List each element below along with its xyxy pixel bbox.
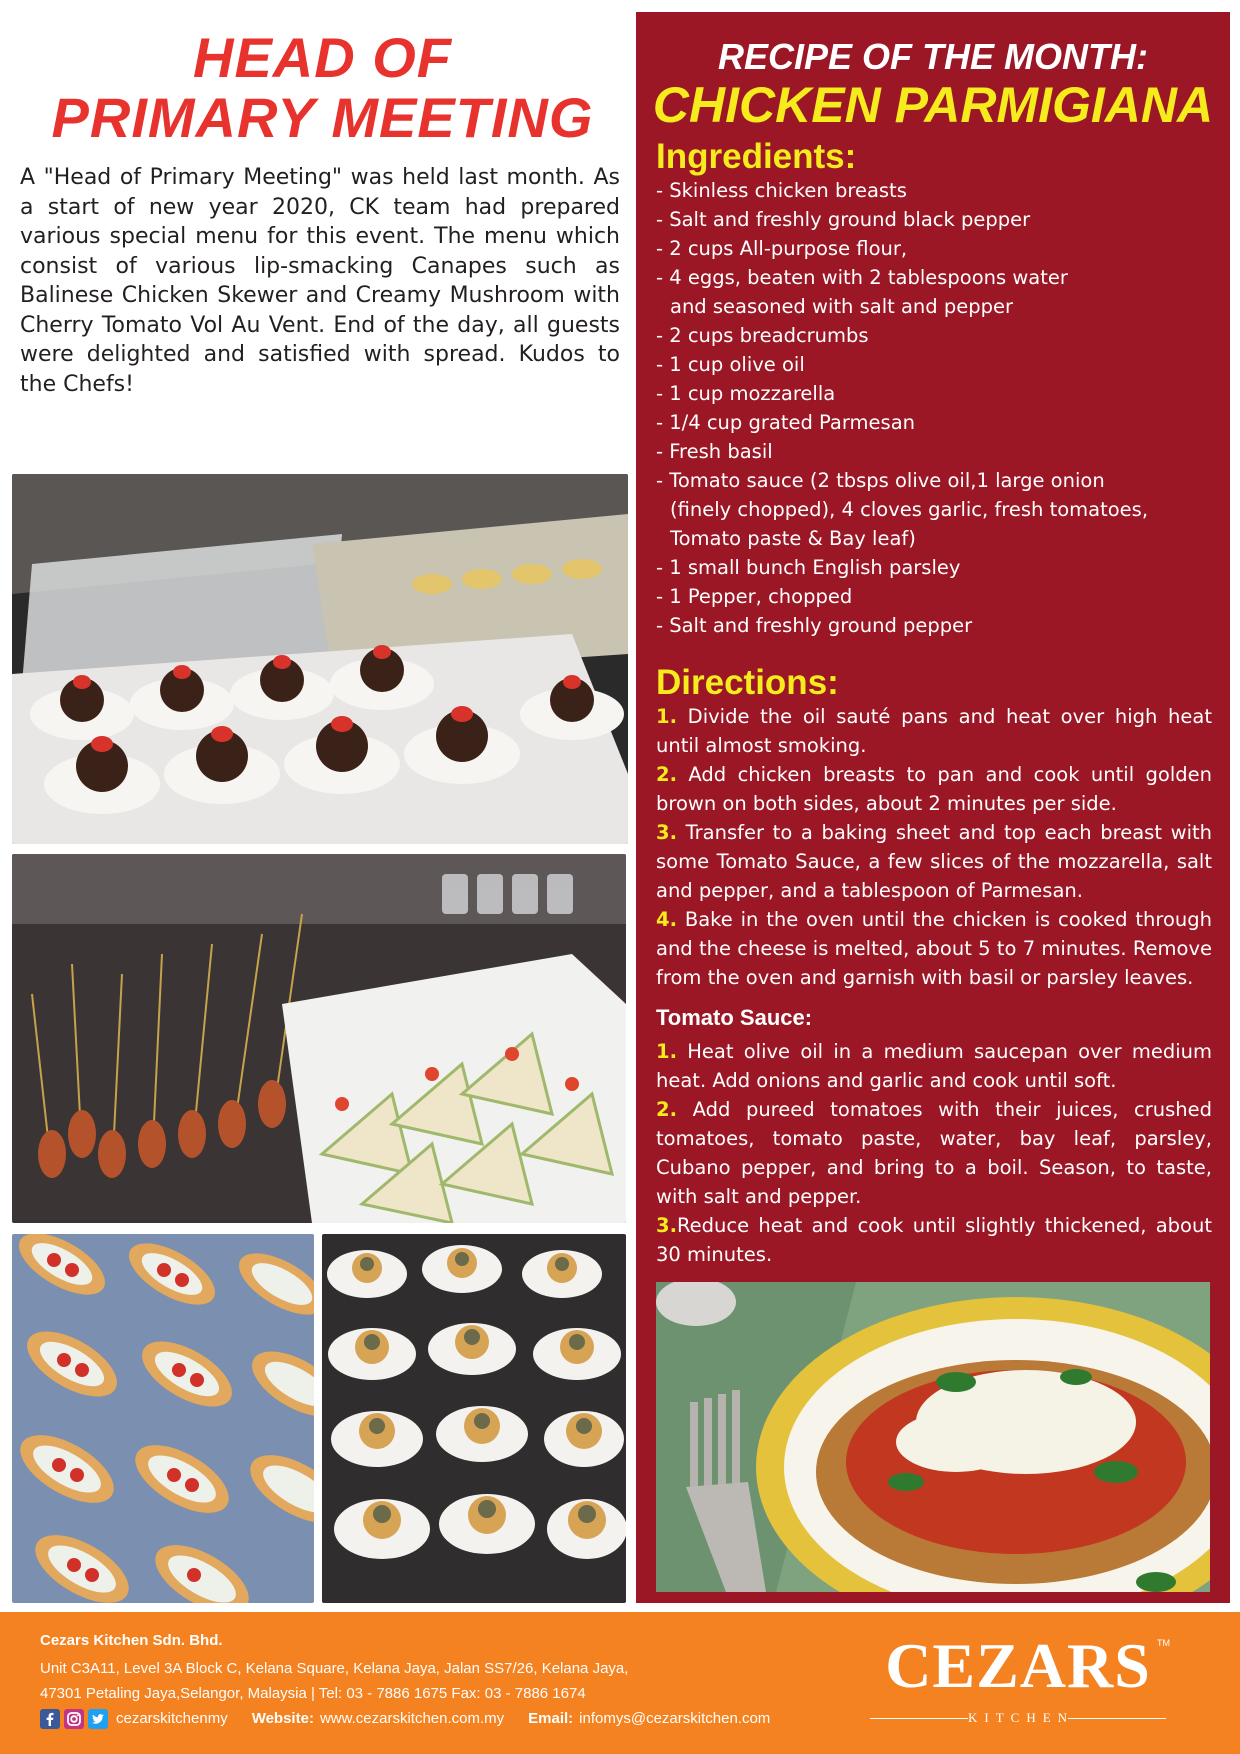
recipe-panel bbox=[636, 12, 1230, 1603]
article-body: A "Head of Primary Meeting" was held last month. As a start of new year 2020, CK team had prepared various special menu for this event. The menu which consist of various lip-smacking Canapes such as Balinese Chicken Skewer and Creamy Mushroom with Cherry Tomato Vol Au Vent. End of the day, all guests were delighted and satisfied with spread. Kudos to the Chefs! bbox=[20, 165, 620, 397]
step-number: 2. bbox=[656, 1098, 677, 1121]
photo-bruschetta bbox=[12, 1234, 314, 1603]
sauce-step bbox=[656, 1095, 1212, 1211]
ingredient-item: - 1 small bunch English parsley bbox=[656, 556, 961, 579]
ingredient-item: - 1 Pepper, chopped bbox=[656, 585, 853, 608]
photo-vol-au-vent bbox=[322, 1234, 626, 1603]
footer bbox=[0, 1612, 1240, 1754]
ingredient-item: - 1/4 cup grated Parmesan bbox=[656, 411, 916, 434]
step-text: Add pureed tomatoes with their juices, crushed tomatoes, tomato paste, water, bay leaf, parsley, Cubano pepper, and bring to a boil. Season, to taste, with salt and pepper. bbox=[656, 1098, 1212, 1208]
directions-list bbox=[656, 702, 1212, 992]
logo-subtitle: KITCHEN bbox=[968, 1710, 1075, 1725]
photo-chicken-parmigiana bbox=[656, 1282, 1210, 1592]
directions-heading: Directions: bbox=[656, 663, 839, 702]
facebook-icon[interactable] bbox=[40, 1709, 60, 1729]
ingredient-item: - 2 cups All-purpose flour, bbox=[656, 237, 908, 260]
step-text: Add chicken breasts to pan and cook until golden brown on both sides, about 2 minutes per side. bbox=[656, 763, 1212, 815]
step-text: Bake in the oven until the chicken is cooked through and the cheese is melted, about 5 to 7 minutes. Remove from the oven and garnish with basil or parsley leaves. bbox=[656, 908, 1212, 989]
photo-skewers-sandwiches bbox=[12, 854, 626, 1223]
recipe-kicker: RECIPE OF THE MONTH: bbox=[718, 36, 1148, 77]
ingredient-item: - Skinless chicken breasts bbox=[656, 179, 907, 202]
step-text: Transfer to a baking sheet and top each breast with some Tomato Sauce, a few slices of the mozzarella, salt and pepper, and a tablespoon of Parmesan. bbox=[656, 821, 1212, 902]
sauce-step bbox=[656, 1037, 1212, 1095]
email-label: Email: bbox=[528, 1710, 574, 1727]
step-number: 3. bbox=[656, 821, 677, 844]
ingredient-item: - 1 cup mozzarella bbox=[656, 382, 836, 405]
ingredient-item: - 1 cup olive oil bbox=[656, 353, 805, 376]
ingredients-heading: Ingredients: bbox=[656, 137, 857, 176]
direction-step bbox=[656, 760, 1212, 818]
photo-dessert-canapes bbox=[12, 474, 628, 844]
ingredients-list bbox=[656, 176, 1216, 640]
logo-trademark: TM bbox=[1157, 1638, 1170, 1648]
step-number: 3. bbox=[656, 1214, 677, 1237]
social-handle[interactable]: cezarskitchenmy bbox=[116, 1710, 228, 1727]
ingredient-item: - 2 cups breadcrumbs bbox=[656, 324, 869, 347]
step-number: 1. bbox=[656, 1040, 677, 1063]
step-number: 2. bbox=[656, 763, 677, 786]
tomato-sauce-heading: Tomato Sauce: bbox=[656, 1005, 813, 1030]
ingredient-item: - Salt and freshly ground pepper bbox=[656, 614, 973, 637]
step-text: Heat olive oil in a medium saucepan over medium heat. Add onions and garlic and cook until soft. bbox=[656, 1040, 1212, 1092]
direction-step bbox=[656, 818, 1212, 905]
ingredient-item: - 4 eggs, beaten with 2 tablespoons water and seasoned with salt and pepper bbox=[656, 266, 1068, 318]
article-title: HEAD OF PRIMARY MEETING bbox=[51, 26, 594, 149]
instagram-icon[interactable] bbox=[64, 1709, 84, 1729]
direction-step bbox=[656, 702, 1212, 760]
ingredient-item: - Tomato sauce (2 tbsps olive oil,1 large onion (finely chopped), 4 cloves garlic, fresh tomatoes, Tomato paste & Bay leaf) bbox=[656, 469, 1149, 550]
logo-wordmark: CEZARS bbox=[885, 1630, 1151, 1701]
cezars-kitchen-logo bbox=[868, 1630, 1170, 1734]
step-number: 1. bbox=[656, 705, 677, 728]
address-line-2: 47301 Petaling Jaya,Selangor, Malaysia | Tel: 03 - 7886 1675 Fax: 03 - 7886 1674 bbox=[40, 1685, 586, 1702]
ingredient-item: - Fresh basil bbox=[656, 440, 773, 463]
recipe-title: CHICKEN PARMIGIANA bbox=[652, 77, 1214, 133]
website-link[interactable]: www.cezarskitchen.com.my bbox=[319, 1710, 505, 1727]
step-number: 4. bbox=[656, 908, 677, 931]
contact-row bbox=[40, 1709, 770, 1729]
sauce-step bbox=[656, 1211, 1212, 1269]
company-name: Cezars Kitchen Sdn. Bhd. bbox=[40, 1632, 223, 1649]
website-label: Website: bbox=[251, 1710, 314, 1727]
step-text: Divide the oil sauté pans and heat over high heat until almost smoking. bbox=[656, 705, 1212, 757]
ingredient-item: - Salt and freshly ground black pepper bbox=[656, 208, 1031, 231]
address-line-1: Unit C3A11, Level 3A Block C, Kelana Square, Kelana Jaya, Jalan SS7/26, Kelana Jaya, bbox=[40, 1660, 629, 1677]
email-link[interactable]: infomys@cezarskitchen.com bbox=[579, 1710, 771, 1727]
tomato-sauce-steps bbox=[656, 1037, 1212, 1269]
direction-step bbox=[656, 905, 1212, 992]
twitter-icon[interactable] bbox=[88, 1709, 108, 1729]
step-text: Reduce heat and cook until slightly thickened, about 30 minutes. bbox=[656, 1214, 1212, 1266]
